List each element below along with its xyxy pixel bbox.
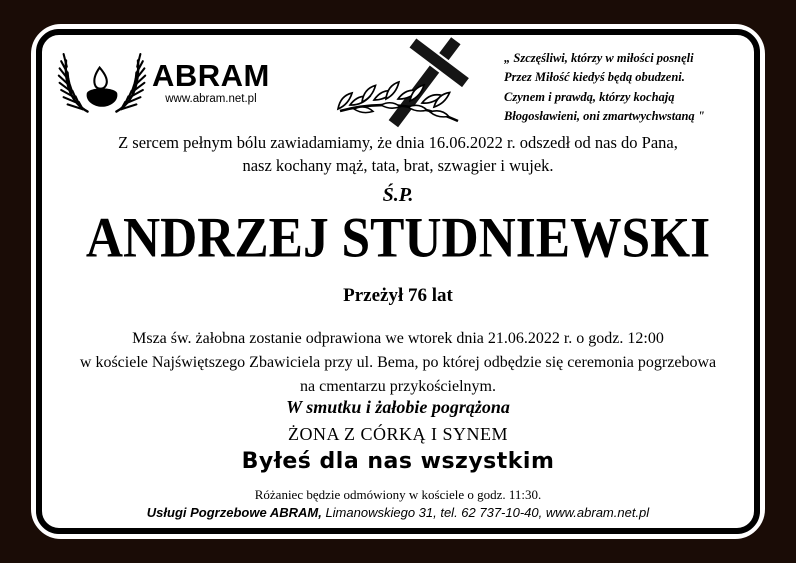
- death-announcement: [42, 131, 754, 177]
- funeral-home-footer: [42, 505, 754, 520]
- mourning-family: ŻONA Z CÓRKĄ I SYNEM: [287, 424, 508, 444]
- quote-line: Czynem i prawdą, którzy kochają: [504, 89, 675, 104]
- header-cross: [326, 37, 496, 138]
- quote-line: Błogosławieni, oni zmartwychwstaną ": [504, 109, 705, 124]
- obituary-content: [42, 35, 754, 528]
- announcement-line-1: Z sercem pełnym bólu zawiadamiamy, że dnia 16.06.2022 r. odszedł od nas do Pana,: [118, 133, 678, 152]
- announcement-line-2: nasz kochany mąż, tata, brat, szwagier i wujek.: [242, 156, 554, 175]
- rosary-note: Różaniec będzie odmówiony w kościele o godz. 11:30.: [254, 487, 542, 502]
- farewell-phrase: Byłeś dla nas wszystkim: [241, 449, 555, 474]
- age-line: Przeżył 76 lat: [343, 285, 453, 306]
- quote-line: Przez Miłość kiedyś będą obudzeni.: [504, 70, 685, 85]
- sp-abbreviation: Ś.P.: [382, 184, 414, 206]
- logo-name: ABRAM: [152, 57, 270, 93]
- religious-quote: [504, 49, 738, 127]
- mass-line-2: w kościele Najświętszego Zbawiciela przy ul. Bema, po której odbędzie się ceremonia pogrzebowa: [79, 354, 717, 371]
- deceased-name: ANDRZEJ STUDNIEWSKI: [85, 206, 711, 270]
- logo-url: www.abram.net.pl: [165, 92, 257, 105]
- obituary-card: [36, 29, 760, 534]
- mass-details: [42, 327, 754, 399]
- funeral-home-address: Limanowskiego 31, tel. 62 737-10-40, www.abram.net.pl: [321, 505, 650, 520]
- mourning-phrase: W smutku i żałobie pogrążona: [286, 397, 510, 417]
- mass-line-3: na cmentarzu przykościelnym.: [300, 378, 496, 395]
- obituary-frame: [31, 24, 765, 539]
- funeral-home-logo: [54, 43, 270, 121]
- mass-line-1: Msza św. żałobna zostanie odprawiona we wtorek dnia 21.06.2022 r. o godz. 12:00: [132, 330, 664, 347]
- wreath-candle-icon: [54, 43, 150, 121]
- quote-line: „ Szczęśliwi, którzy w miłości posnęli: [504, 51, 694, 65]
- cross-laurel-branch-icon: [326, 37, 496, 133]
- funeral-home-name: Usługi Pogrzebowe ABRAM,: [146, 505, 322, 520]
- logo-text: [152, 57, 270, 105]
